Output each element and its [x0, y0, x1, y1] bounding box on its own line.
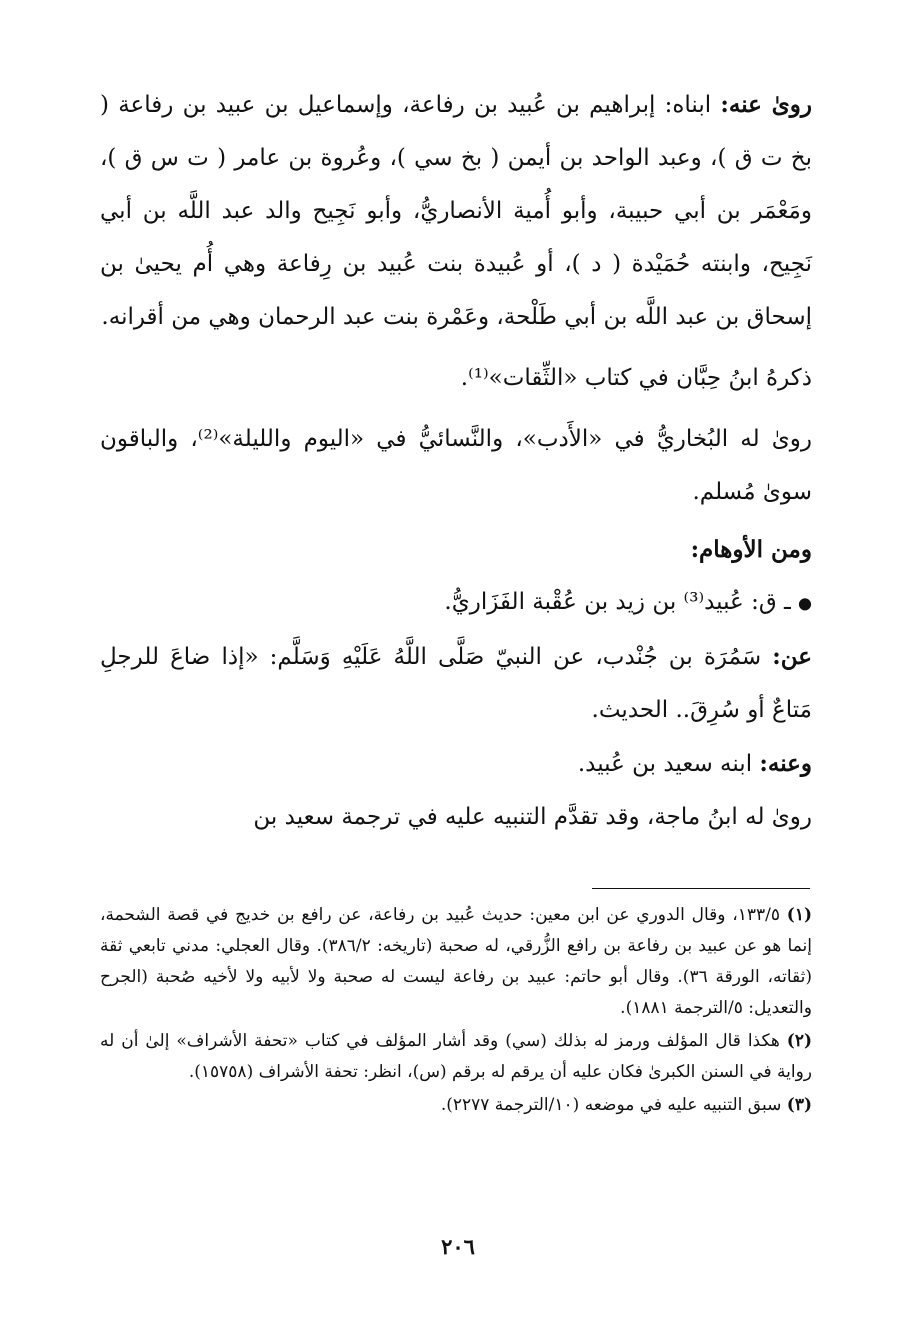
footnotes	[100, 900, 812, 1123]
entry-title: ـ ق: عُبيد⁽³⁾ بن زيد بن عُقْبة الفَزَاريُّ.	[444, 589, 791, 615]
narrators-lead: رویٰ عنه:	[720, 91, 812, 118]
an-paragraph	[100, 630, 812, 737]
footnote-number: (٢)	[786, 1031, 812, 1051]
footnote-2	[100, 1026, 812, 1088]
awham-heading: ومن الأوهام:	[690, 536, 812, 563]
entry-heading	[100, 576, 812, 630]
footnote-1	[100, 900, 812, 1024]
narrators-paragraph	[100, 78, 812, 344]
anhu-text: ابنه سعيد بن عُبيد.	[577, 750, 753, 777]
footnote-number: (١)	[786, 905, 812, 925]
anhu-paragraph	[100, 737, 812, 791]
footnote-separator	[592, 888, 810, 889]
footnote-text: سبق التنبيه عليه في موضعه (١٠/الترجمة ٢٢٧٧).	[440, 1095, 782, 1115]
footnote-text: ١٣٣/٥، وقال الدوري عن ابن معين: حديث عُبيد بن رفاعة، عن رافع بن خديج في قصة الشحمة، إنما هو عن عبيد بن رفاعة بن رافع الزُّرقي، له صحبة (تاريخه: ٣٨٦/٢). وقال العجلي: مدني تابعي ثقة (ثقاته، الورقة ٣٦). وقال أبو حاتم: عبيد بن رفاعة ليست له صحبة ولا لأبيه ولا لأخيه صُحبة (الجرح والتعديل: ٥/الترجمة ١٨٨١).	[100, 905, 813, 1018]
anhu-lead: وعنه:	[759, 749, 812, 777]
an-text: سَمُرَة بن جُنْدب، عن النبيّ صَلَّى اللَّهُ عَلَيْهِ وَسَلَّم: «إذا ضاعَ للرجلِ مَتاعٌ أو سُرِقَ.. الحديث.	[100, 643, 812, 723]
main-text	[100, 78, 812, 844]
narrators-text: ابناه: إبراهيم بن عُبيد بن رفاعة، وإسماعيل بن عبيد بن رفاعة ( بخ ت ق )، وعبد الواحد بن أيمن ( بخ سي )، وعُروة بن عامر ( ت س ق )، ومَعْمَر بن أبي حبيبة، وأبو أُمية الأنصاريُّ، وأبو نَجِيح والد عبد اللَّه بن أبي نَجِيح، وابنته حُمَيْدة ( د )، أو عُبيدة بنت عُبيد بن رِفاعة وهي أُم يحيىٰ بن إسحاق بن عبد اللَّه بن أبي طَلْحة، وعَمْرة بنت عبد الرحمان وهي من أقرانه.	[100, 92, 812, 330]
ibn-majah-paragraph: رویٰ له ابنُ ماجة، وقد تقدَّم التنبيه عليه في ترجمة سعيد بن	[253, 803, 812, 830]
footnote-number: (٣)	[786, 1095, 812, 1115]
footnote-3	[100, 1090, 812, 1121]
footnote-text: هكذا قال المؤلف ورمز له بذلك (سي) وقد أشار المؤلف في كتاب «تحفة الأشراف» إلىٰ أن له رواية في السنن الكبرىٰ فكان عليه أن يرقم له برقم (س)، انظر: تحفة الأشراف (١٥٧٥٨).	[100, 1031, 812, 1082]
bukhari-paragraph: رویٰ له البُخاريُّ في «الأَدب»، والنَّسائيُّ في «اليوم والليلة»⁽²⁾، والباقون سوىٰ مُسلم.	[100, 426, 812, 505]
page-number: ٢٠٦	[441, 1234, 475, 1259]
bullet-icon: ●	[798, 593, 812, 613]
an-lead: عن:	[772, 642, 813, 670]
ibn-hibban-paragraph: ذكرهُ ابنُ حِبَّان في كتاب «الثِّقات»⁽¹⁾.	[460, 365, 812, 391]
